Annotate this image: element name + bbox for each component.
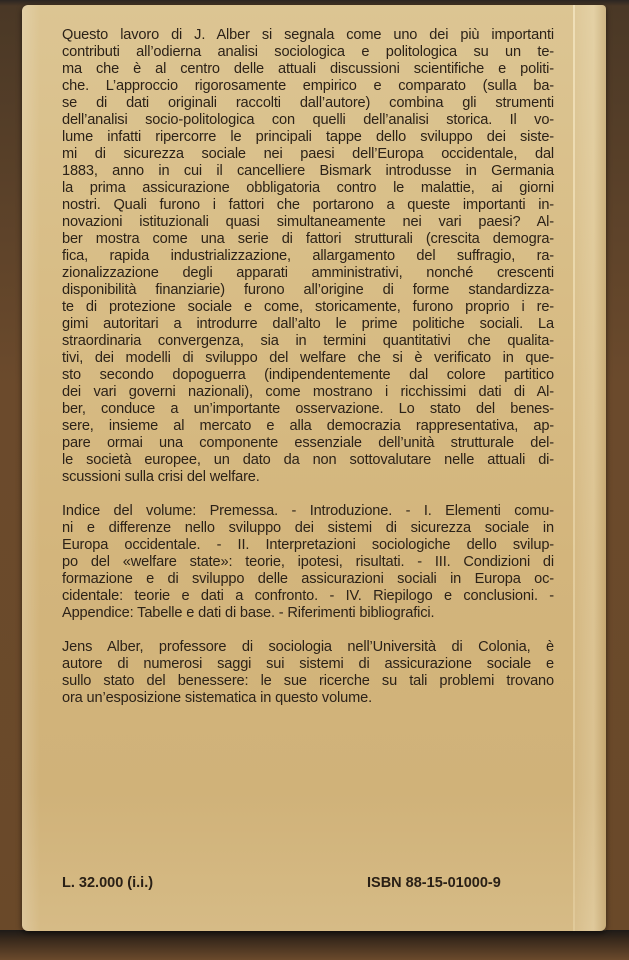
- description-line: ma che è al centro delle attuali discussioni scientifiche e politi-: [62, 61, 554, 77]
- description-line: te di protezione sociale e come, storicamente, furono proprio i re-: [62, 299, 554, 315]
- cover-edge-strip: [575, 5, 606, 931]
- description-line: nostri. Quali furono i fattori che portarono a queste importanti in-: [62, 197, 554, 213]
- description-line: Questo lavoro di J. Alber si segnala come uno dei più importanti: [62, 27, 554, 43]
- book-back-cover: [22, 5, 606, 931]
- isbn-label: ISBN 88-15-01000-9: [367, 875, 501, 891]
- index-line: formazione e di sviluppo delle assicurazioni sociali in Europa oc-: [62, 571, 554, 587]
- description-line: novazioni istituzionali quasi simultaneamente nei vari paesi? Al-: [62, 214, 554, 230]
- description-line: dei vari governi nazionali), come mostrano i ricchissimi dati di Al-: [62, 384, 554, 400]
- index-line: po del «welfare state»: teorie, ipotesi, risultati. - III. Condizioni di: [62, 554, 554, 570]
- author-bio-line: sullo stato del benessere: le sue ricerche su tali problemi trovano: [62, 673, 554, 689]
- author-bio-line: ora un’esposizione sistematica in questo volume.: [62, 690, 372, 706]
- description-line: se di dati originali raccolti dall’autore) combina gli strumenti: [62, 95, 554, 111]
- description-paragraph: [62, 27, 554, 486]
- index-line: cidentale: teorie e dati a confronto. - IV. Riepilogo e conclusioni. -: [62, 588, 554, 604]
- description-line: ber mostra come una serie di fattori strutturali (crescita demogra-: [62, 231, 554, 247]
- description-line: scussioni sulla crisi del welfare.: [62, 469, 260, 485]
- cover-text: [62, 27, 554, 724]
- description-line: mi di sicurezza sociale nei paesi dell’Europa occidentale, dal: [62, 146, 554, 162]
- description-line: tivi, dei modelli di sviluppo del welfare che si è verificato in que-: [62, 350, 554, 366]
- index-paragraph: [62, 503, 554, 622]
- description-line: gimi autoritari a introdurre dall’alto le prime politiche sociali. La: [62, 316, 554, 332]
- description-line: che. L’approccio rigorosamente empirico e comparato (sulla ba-: [62, 78, 554, 94]
- author-bio-line: Jens Alber, professore di sociologia nell’Università di Colonia, è: [62, 639, 554, 655]
- description-line: sto secondo dopoguerra (indipendentemente dal colore partitico: [62, 367, 554, 383]
- description-line: contributi all’odierna analisi sociologica e politologica su un te-: [62, 44, 554, 60]
- index-line: Appendice: Tabelle e dati di base. - Riferimenti bibliografici.: [62, 605, 435, 621]
- description-line: 1883, anno in cui il cancelliere Bismark introdusse in Germania: [62, 163, 554, 179]
- index-line: ni e differenze nello sviluppo dei sistemi di sicurezza sociale in: [62, 520, 554, 536]
- description-line: pare ormai una componente essenziale dell’unità strutturale del-: [62, 435, 554, 451]
- author-bio-paragraph: [62, 639, 554, 707]
- description-line: le società europee, un dato da non sottovalutare nelle attuali di-: [62, 452, 554, 468]
- author-bio-line: autore di numerosi saggi sui sistemi di assicurazione sociale e: [62, 656, 554, 672]
- description-line: straordinaria convergenza, sia in termini quantitativi che qualita-: [62, 333, 554, 349]
- description-line: fica, rapida industrializzazione, allargamento del suffragio, ra-: [62, 248, 554, 264]
- description-line: dell’analisi socio-politologica con quelli dell’analisi storica. Il vo-: [62, 112, 554, 128]
- description-line: disponibilità finanziarie) furono all’origine di forme standardizza-: [62, 282, 554, 298]
- description-line: sere, insieme al mercato e alla democrazia rappresentativa, ap-: [62, 418, 554, 434]
- price-label: L. 32.000 (i.i.): [62, 875, 154, 891]
- index-line: Indice del volume: Premessa. - Introduzione. - I. Elementi comu-: [62, 503, 554, 519]
- description-line: ber, conduce a un’importante osservazione. Lo stato del benes-: [62, 401, 554, 417]
- description-line: la prima assicurazione obbligatoria contro le malattie, ai giorni: [62, 180, 554, 196]
- index-line: Europa occidentale. - II. Interpretazioni sociologiche dello svilup-: [62, 537, 554, 553]
- description-line: zionalizzazione degli apparati amministrativi, nonché crescenti: [62, 265, 554, 281]
- surface-shadow: [0, 930, 629, 960]
- description-line: lume infatti ripercorre le principali tappe dello sviluppo dei siste-: [62, 129, 554, 145]
